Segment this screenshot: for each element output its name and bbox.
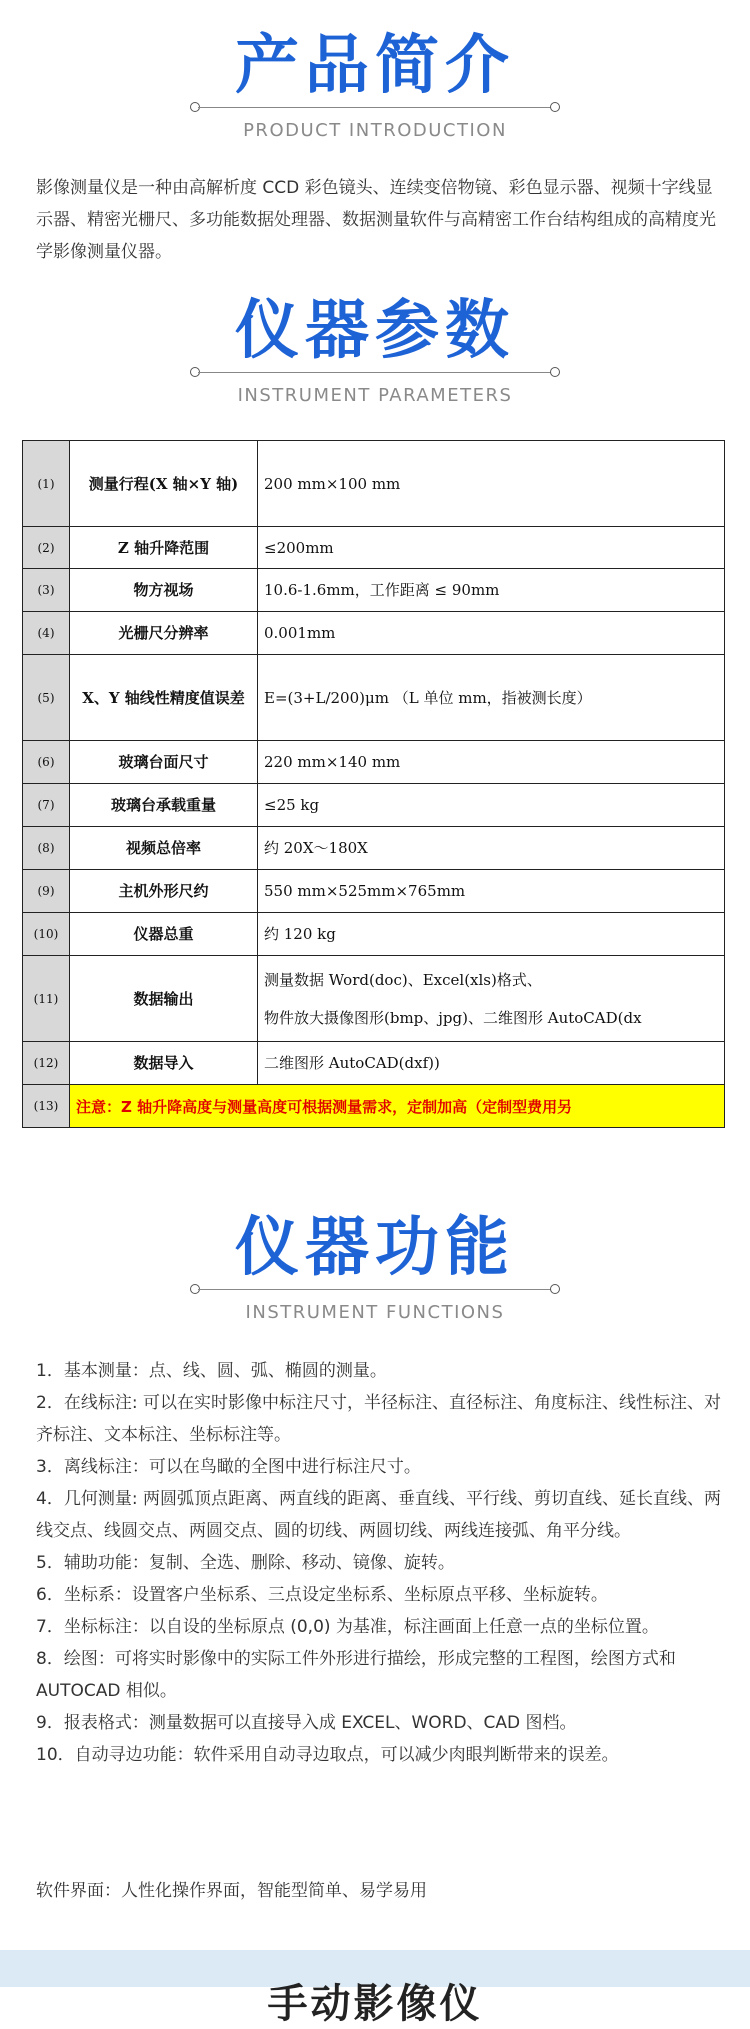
param-value: 550 mm×525mm×765mm xyxy=(258,870,725,913)
table-row xyxy=(23,827,725,870)
param-name: 物方视场 xyxy=(70,569,258,612)
table-row xyxy=(23,612,725,655)
param-name: 视频总倍率 xyxy=(70,827,258,870)
title-divider xyxy=(190,102,560,114)
functions-list xyxy=(36,1355,726,1771)
title-divider xyxy=(190,1284,560,1296)
params-header xyxy=(0,295,750,406)
param-value: ≤25 kg xyxy=(258,784,725,827)
intro-text: 影像测量仪是一种由高解析度 CCD 彩色镜头、连续变倍物镜、彩色显示器、视频十字线显示器、精密光栅尺、多功能数据处理器、数据测量软件与高精密工作台结构组成的高精度光学影像测量仪器。 xyxy=(36,178,716,262)
table-row-note xyxy=(23,1085,725,1128)
row-index: (12) xyxy=(23,1042,70,1085)
row-index: (3) xyxy=(23,569,70,612)
row-index: (2) xyxy=(23,527,70,569)
param-name: 主机外形尺约 xyxy=(70,870,258,913)
list-item: 8．绘图：可将实时影像中的实际工件外形进行描绘，形成完整的工程图，绘图方式和 AUTOCAD 相似。 xyxy=(36,1649,676,1701)
row-index: (6) xyxy=(23,741,70,784)
table-row xyxy=(23,784,725,827)
next-section-band xyxy=(0,1950,750,2027)
param-value: 10.6-1.6mm，工作距离 ≤ 90mm xyxy=(258,569,725,612)
param-name: 玻璃台承载重量 xyxy=(70,784,258,827)
list-item: 4．几何测量: 两圆弧顶点距离、两直线的距离、垂直线、平行线、剪切直线、延长直线、两线交点、线圆交点、两圆交点、圆的切线、两圆切线、两线连接弧、角平分线。 xyxy=(36,1489,721,1541)
intro-subtitle: PRODUCT INTRODUCTION xyxy=(243,120,507,141)
list-item: 10．自动寻边功能：软件采用自动寻边取点，可以减少肉眼判断带来的误差。 xyxy=(36,1745,619,1765)
table-row xyxy=(23,441,725,527)
row-index: (4) xyxy=(23,612,70,655)
list-item: 9．报表格式：测量数据可以直接导入成 EXCEL、WORD、CAD 图档。 xyxy=(36,1713,577,1733)
param-name: X、Y 轴线性精度值误差 xyxy=(70,655,258,741)
param-name: 测量行程(X 轴×Y 轴) xyxy=(70,441,258,527)
table-row xyxy=(23,655,725,741)
param-value: 约 20X～180X xyxy=(258,827,725,870)
functions-subtitle: INSTRUMENT FUNCTIONS xyxy=(245,1302,505,1323)
param-name: Z 轴升降范围 xyxy=(70,527,258,569)
list-item: 6．坐标系：设置客户坐标系、三点设定坐标系、坐标原点平移、坐标旋转。 xyxy=(36,1585,608,1605)
row-index: (11) xyxy=(23,956,70,1042)
list-item: 1．基本测量：点、线、圆、弧、椭圆的测量。 xyxy=(36,1361,387,1381)
row-index: (5) xyxy=(23,655,70,741)
param-value xyxy=(258,956,725,1042)
param-value: 220 mm×140 mm xyxy=(258,741,725,784)
functions-header xyxy=(0,1212,750,1323)
row-index: (9) xyxy=(23,870,70,913)
param-value: E=(3+L/200)μm （L 单位 mm，指被测长度） xyxy=(258,655,725,741)
params-subtitle: INSTRUMENT PARAMETERS xyxy=(237,385,513,406)
row-index: (13) xyxy=(23,1085,70,1128)
intro-header xyxy=(0,30,750,141)
row-index: (7) xyxy=(23,784,70,827)
table-row xyxy=(23,569,725,612)
param-name: 数据输出 xyxy=(70,956,258,1042)
table-row xyxy=(23,913,725,956)
divider-dot-icon xyxy=(550,102,560,112)
row-index: (10) xyxy=(23,913,70,956)
functions-title: 仪器功能 xyxy=(235,1211,515,1285)
custom-height-note: 注意：Z 轴升降高度与测量高度可根据测量需求，定制加高（定制型费用另 xyxy=(70,1085,725,1128)
table-row xyxy=(23,956,725,1042)
param-name: 玻璃台面尺寸 xyxy=(70,741,258,784)
param-name: 仪器总重 xyxy=(70,913,258,956)
param-value: 二维图形 AutoCAD(dxf)) xyxy=(258,1042,725,1085)
title-divider xyxy=(190,367,560,379)
table-row xyxy=(23,870,725,913)
list-item: 2．在线标注: 可以在实时影像中标注尺寸，半径标注、直径标注、角度标注、线性标注、对齐标注、文本标注、坐标标注等。 xyxy=(36,1393,721,1445)
list-item: 7．坐标标注：以自设的坐标原点 (0,0) 为基准，标注画面上任意一点的坐标位置。 xyxy=(36,1617,659,1637)
next-section-title: 手动影像仪 xyxy=(267,1981,483,2027)
table-row xyxy=(23,1042,725,1085)
list-item: 3．离线标注：可以在鸟瞰的全图中进行标注尺寸。 xyxy=(36,1457,421,1477)
divider-dot-icon xyxy=(550,367,560,377)
param-value: 0.001mm xyxy=(258,612,725,655)
row-index: (1) xyxy=(23,441,70,527)
param-name: 数据导入 xyxy=(70,1042,258,1085)
parameters-table xyxy=(22,440,725,1128)
divider-dot-icon xyxy=(550,1284,560,1294)
param-value: 200 mm×100 mm xyxy=(258,441,725,527)
table-row xyxy=(23,527,725,569)
table-row xyxy=(23,741,725,784)
intro-title: 产品简介 xyxy=(235,29,515,103)
param-name: 光栅尺分辨率 xyxy=(70,612,258,655)
params-title: 仪器参数 xyxy=(235,294,515,368)
software-interface-note: 软件界面：人性化操作界面，智能型简单、易学易用 xyxy=(36,1881,427,1901)
row-index: (8) xyxy=(23,827,70,870)
list-item: 5．辅助功能：复制、全选、删除、移动、镜像、旋转。 xyxy=(36,1553,455,1573)
param-value: 约 120 kg xyxy=(258,913,725,956)
param-value-line: 测量数据 Word(doc)、Excel(xls)格式、 xyxy=(264,970,542,989)
param-value-line: 物件放大摄像图形(bmp、jpg)、二维图形 AutoCAD(dx xyxy=(264,1008,642,1027)
param-value: ≤200mm xyxy=(258,527,725,569)
